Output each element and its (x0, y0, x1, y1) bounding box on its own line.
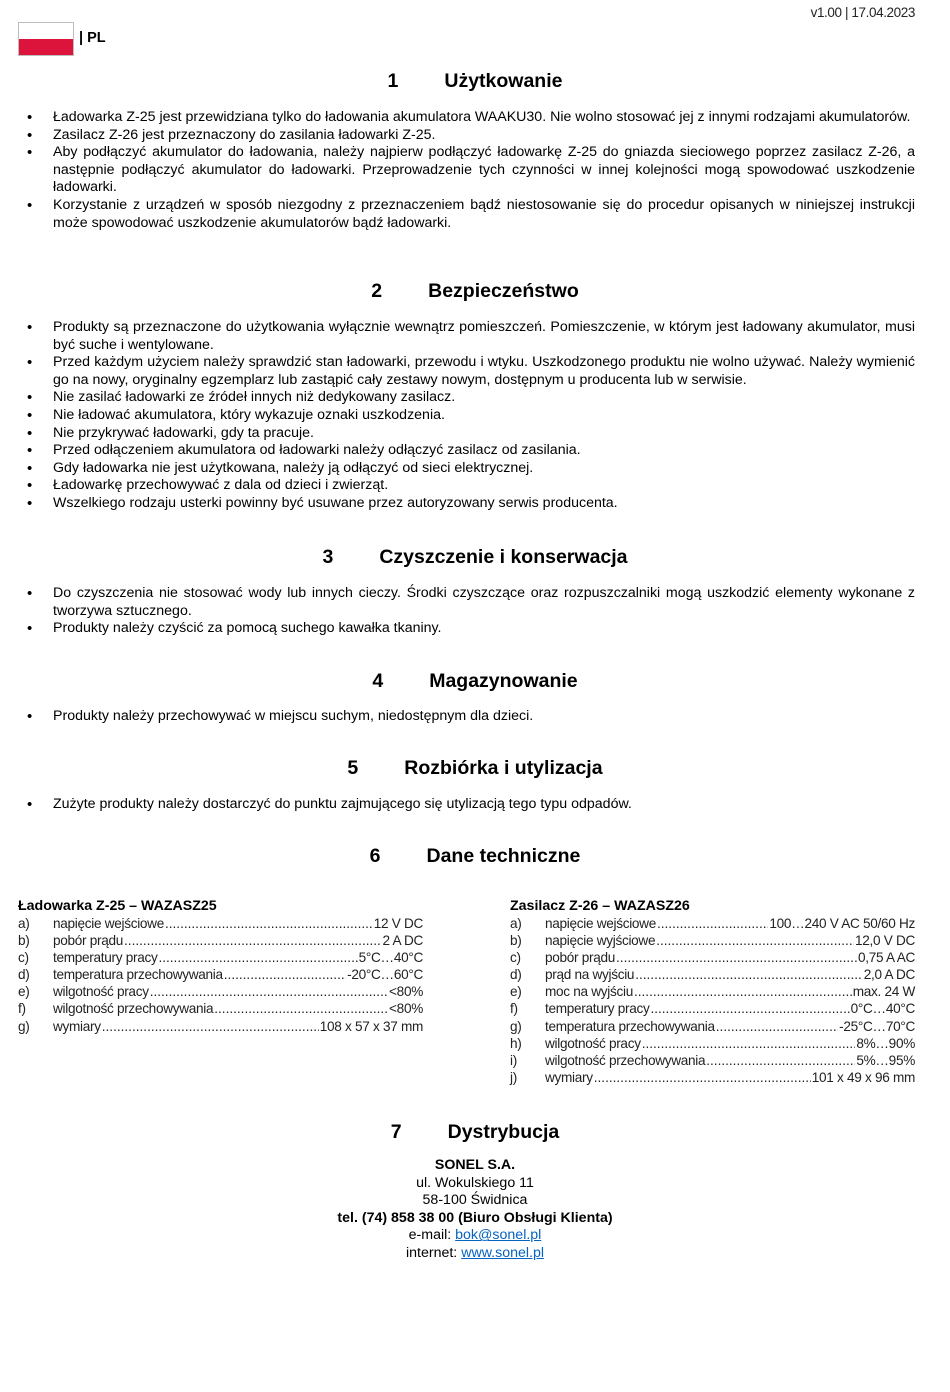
spec-name: temperatury pracy (545, 1001, 650, 1017)
section-heading: Użytkowanie (444, 70, 563, 92)
spec-value: -20°C…60°C (347, 967, 423, 983)
spec-value: 2,0 A DC (863, 967, 915, 983)
spec-name: wymiary (545, 1069, 593, 1085)
list-item: • Ładowarkę przechowywać z dala od dzieci i zwierząt. (25, 477, 915, 495)
spec-name: napięcie wejściowe (53, 916, 164, 931)
spec-name: wilgotność pracy (53, 984, 149, 1000)
section-number: 2 (371, 280, 383, 302)
list-item: • Wszelkiego rodzaju usterki powinny być usuwane przez autoryzowany serwis producenta. (25, 495, 915, 513)
dot-leader (214, 1000, 388, 1017)
section-title-4 (0, 670, 950, 693)
spec-name: wilgotność przechowywania (545, 1052, 706, 1068)
phone-number: tel. (74) 858 38 00 (Biuro Obsługi Klienta) (337, 1209, 613, 1226)
spec-letter: g) (18, 1018, 30, 1034)
spec-value: 12 V DC (373, 916, 423, 931)
spec-row (510, 1035, 915, 1052)
dot-leader (642, 1035, 856, 1052)
spec-value: <80% (389, 1001, 423, 1017)
spec-name: wymiary (53, 1018, 101, 1034)
section-number: 1 (387, 70, 399, 92)
spec-value: 5%…95% (856, 1052, 915, 1068)
street-address: ul. Wokulskiego 11 (416, 1174, 534, 1191)
safety-list (25, 319, 915, 513)
dot-leader (706, 1052, 855, 1069)
storage-list (25, 708, 915, 726)
section-number: 3 (322, 546, 334, 568)
spec-name: pobór prądu (53, 933, 124, 949)
usage-list (25, 109, 915, 232)
dot-leader (716, 1018, 838, 1035)
spec-letter: a) (18, 916, 30, 931)
polish-flag-icon (18, 22, 74, 56)
dot-leader (634, 983, 852, 1000)
dot-leader (594, 1069, 811, 1086)
company-name: SONEL S.A. (434, 1157, 516, 1173)
version-date: v1.00 | 17.04.2023 (810, 5, 915, 20)
spec-row (510, 983, 915, 1000)
list-item: • Nie zasilać ładowarki ze źródeł innych niż dedykowany zasilacz. (25, 389, 915, 407)
spec-row (510, 932, 915, 949)
list-item: • Produkty należy przechowywać w miejscu suchym, niedostępnym dla dzieci. (25, 708, 915, 726)
dot-leader (656, 932, 854, 949)
spec-row (18, 1018, 423, 1035)
section-title-3 (0, 546, 950, 569)
dot-leader (150, 983, 388, 1000)
spec-row (18, 966, 423, 983)
web-line (0, 1245, 950, 1263)
spec-row (510, 1000, 915, 1017)
spec-value: 12,0 V DC (854, 933, 915, 949)
spec-value: 100…240 V AC 50/60 Hz (769, 916, 915, 931)
spec-name: pobór prądu (545, 950, 616, 966)
section-heading: Dystrybucja (447, 1121, 560, 1143)
spec-letter: e) (510, 984, 522, 1000)
spec-name: temperatura przechowywania (545, 1018, 715, 1034)
list-item: • Do czyszczenia nie stosować wody lub innych cieczy. Środki czyszczące oraz rozpuszczalniki mogą uszkodzić elementy wykonane z tworzywa sztucznego. (25, 585, 915, 620)
spec-value: <80% (389, 984, 423, 1000)
charger-spec-title: Ładowarka Z-25 – WAZASZ25 (18, 898, 217, 914)
list-item: • Nie ładować akumulatora, który wykazuje oznaki uszkodzenia. (25, 407, 915, 425)
list-item: • Produkty należy czyścić za pomocą suchego kawałka tkaniny. (25, 620, 915, 638)
spec-name: moc na wyjściu (545, 984, 633, 1000)
spec-value: -25°C…70°C (839, 1018, 915, 1034)
web-label: internet: (405, 1244, 462, 1261)
spec-letter: d) (510, 967, 522, 983)
spec-letter: b) (18, 933, 30, 949)
spec-value: 108 x 57 x 37 mm (319, 1018, 423, 1034)
spec-row (510, 1069, 915, 1086)
spec-value: 8%…90% (856, 1035, 915, 1051)
spec-row (510, 1052, 915, 1069)
spec-letter: c) (510, 950, 521, 966)
spec-value: max. 24 W (852, 984, 915, 1000)
list-item: • Przed odłączeniem akumulatora od ładowarki należy odłączyć zasilacz od zasilania. (25, 442, 915, 460)
dot-leader (165, 915, 373, 932)
section-number: 5 (347, 757, 359, 779)
spec-value: 0°C…40°C (850, 1001, 915, 1017)
spec-value: 0,75 A AC (857, 950, 915, 966)
dot-leader (635, 966, 863, 983)
email-link[interactable]: bok@sonel.pl (455, 1227, 542, 1244)
dot-leader (224, 966, 346, 983)
dot-leader (650, 1000, 849, 1017)
psu-spec (510, 898, 915, 1086)
spec-name: temperatura przechowywania (53, 967, 223, 983)
section-title-5 (0, 757, 950, 780)
spec-letter: c) (18, 950, 29, 966)
spec-row (510, 1018, 915, 1035)
section-title-1 (0, 70, 950, 93)
section-heading: Magazynowanie (429, 670, 578, 692)
dot-leader (102, 1018, 319, 1035)
spec-row (18, 1000, 423, 1017)
section-heading: Dane techniczne (426, 845, 581, 867)
section-number: 4 (372, 670, 384, 692)
list-item: • Produkty są przeznaczone do użytkowania wyłącznie wewnątrz pomieszczeń. Pomieszczenie, w którym jest ładowany akumulator, musi być suche i wentylowane. (25, 319, 915, 354)
spec-letter: h) (510, 1035, 522, 1051)
spec-name: temperatury pracy (53, 950, 158, 966)
spec-row (510, 966, 915, 983)
section-title-7 (0, 1121, 950, 1144)
spec-letter: a) (510, 916, 522, 931)
spec-name: prąd na wyjściu (545, 967, 635, 983)
spec-letter: d) (18, 967, 30, 983)
spec-value: 2 A DC (382, 933, 423, 949)
list-item: • Ładowarka Z-25 jest przewidziana tylko do ładowania akumulatora WAAKU30. Nie wolno stosować jej z innymi rodzajami akumulatorów. (25, 109, 915, 127)
website-link[interactable]: www.sonel.pl (461, 1244, 544, 1261)
spec-row (18, 915, 423, 932)
spec-letter: f) (510, 1001, 518, 1017)
section-number: 6 (369, 845, 381, 867)
section-title-6 (0, 845, 950, 868)
spec-row (18, 983, 423, 1000)
email-label: e-mail: (408, 1227, 456, 1244)
contact-block (0, 1157, 950, 1263)
spec-letter: f) (18, 1001, 26, 1017)
spec-name: napięcie wejściowe (545, 916, 656, 931)
spec-name: wilgotność przechowywania (53, 1001, 214, 1017)
section-heading: Czyszczenie i konserwacja (379, 546, 628, 568)
spec-letter: b) (510, 933, 522, 949)
spec-letter: g) (510, 1018, 522, 1034)
spec-letter: i) (510, 1052, 517, 1068)
list-item: • Przed każdym użyciem należy sprawdzić stan ładowarki, przewodu i wtyku. Uszkodzonego produktu nie wolno używać. Należy wymienić go na nowy, oryginalny egzemplarz lub zastąpić cały zestawy nowym, dostępnym u producenta lub w serwisie. (25, 354, 915, 389)
section-number: 7 (390, 1121, 402, 1143)
list-item: • Zużyte produkty należy dostarczyć do punktu zajmującego się utylizacją tego typu odpadów. (25, 796, 915, 814)
email-line (0, 1227, 950, 1245)
spec-value: 101 x 49 x 96 mm (811, 1069, 915, 1085)
section-heading: Bezpieczeństwo (428, 280, 579, 302)
psu-spec-title: Zasilacz Z-26 – WAZASZ26 (510, 898, 690, 914)
disposal-list (25, 796, 915, 814)
section-title-2 (0, 280, 950, 303)
spec-name: wilgotność pracy (545, 1035, 641, 1051)
list-item: • Zasilacz Z-26 jest przeznaczony do zasilania ładowarki Z-25. (25, 127, 915, 145)
dot-leader (158, 949, 357, 966)
list-item: • Aby podłączyć akumulator do ładowania, należy najpierw podłączyć ładowarkę Z-25 do gniazda sieciowego poprzez zasilacz Z-26, a następnie podłączyć akumulator do ładowarki. Przeprowadzenie tych czynności w innej kolejności mogą spowodować uszkodzenie ładowarki. (25, 144, 915, 197)
charger-spec (18, 898, 423, 1035)
dot-leader (616, 949, 857, 966)
spec-letter: j) (510, 1069, 517, 1085)
list-item: • Korzystanie z urządzeń w sposób niezgodny z przeznaczeniem bądź niestosowanie się do procedur opisanych w niniejszej instrukcji może spowodować uszkodzenie akumulatorów bądź ładowarki. (25, 197, 915, 232)
list-item: • Gdy ładowarka nie jest użytkowana, należy ją odłączyć od sieci elektrycznej. (25, 460, 915, 478)
section-heading: Rozbiórka i utylizacja (404, 757, 603, 779)
dot-leader (124, 932, 381, 949)
spec-letter: e) (18, 984, 30, 1000)
spec-name: napięcie wyjściowe (545, 933, 656, 949)
spec-row (18, 949, 423, 966)
spec-row (510, 915, 915, 932)
cleaning-list (25, 585, 915, 638)
spec-row (510, 949, 915, 966)
spec-value: 5°C…40°C (358, 950, 423, 966)
language-label: | PL (79, 30, 106, 46)
list-item: • Nie przykrywać ładowarki, gdy ta pracuje. (25, 425, 915, 443)
city-address: 58-100 Świdnica (422, 1192, 528, 1209)
dot-leader (657, 915, 768, 932)
spec-row (18, 932, 423, 949)
